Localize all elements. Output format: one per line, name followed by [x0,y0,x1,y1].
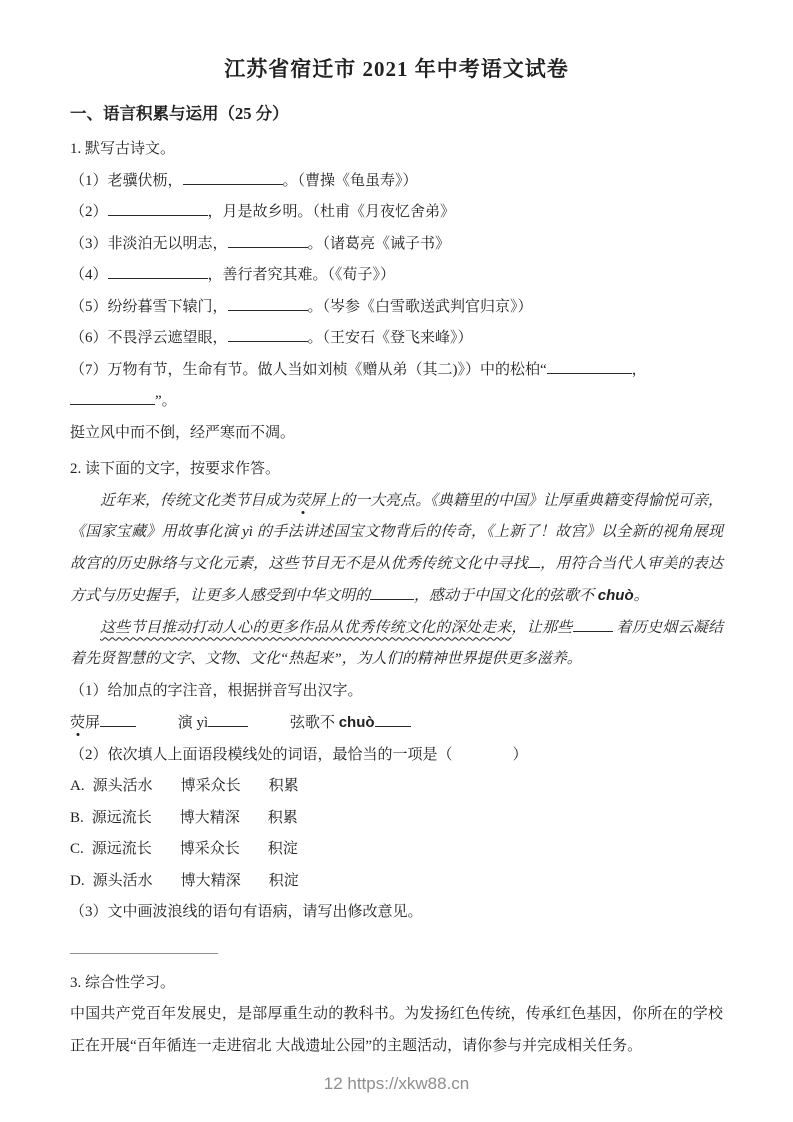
q2-sub2-stem: （2）依次填人上面语段模线处的词语，最恰当的一项是（ ） [70,746,528,763]
pinyin-g2: 演 yì [177,715,209,731]
q1-item-4-pre: （4） [70,267,108,283]
option-word-3: 积淀 [267,841,298,857]
p2-s1: ，让那些 [511,619,573,636]
q1-item-2-pre: （2） [70,204,108,220]
option-label: D. [70,872,85,889]
q1-item-1-pre: （1）老骥伏枥， [70,172,183,189]
option-word-2: 博大精深 [180,872,241,889]
q1-item-3-pre: （3）非淡泊无以明志， [70,235,228,252]
pinyin-group-chuo [290,715,411,731]
wavy-underlined-sentence: 这些节目推动打动人心的更多作品从优秀传统文化的深处走来 [100,619,512,636]
p2-s2: 着历史烟云凝结着先贤智慧的文字、文物、文化“热起来”，为人们的精神世界提供更多滋养。 [70,619,723,667]
inline-blank [573,617,613,632]
pinyin-g3-pre: 弦歌不 [289,715,339,731]
q1-item-6-post: 。（王安石《登飞来峰》） [307,330,473,346]
q1-item-5 [70,292,723,324]
option-word-1: 源远流长 [91,809,152,826]
answer-blank [208,712,248,727]
q1-item-7-mid: ， [631,361,647,378]
option-label: B. [70,809,84,826]
q3-paragraph: 中国共产党百年发展史，是部厚重生动的教科书。为发扬红色传统，传承红色基因，你所在的学校正在开展“百年循连一走进宿北 大战遗址公园”的主题活动，请你参与并完成相关任务。 [70,1006,723,1054]
q1-item-4-post: ，善行者究其难。（《荀子》） [207,267,396,283]
q1-item-7-continuation: 挺立风中而不倒，经严寒而不凋。 [70,424,296,441]
q1-item-3 [70,229,723,261]
pinyin-group-yingping [70,715,136,731]
answer-blank [547,359,632,374]
emphasis-dot-char: 荧 [295,492,311,509]
p1-s4: ，感动于中国文化的弦歌不 [414,588,598,604]
q1-item-6 [70,323,723,355]
option-row-d [70,866,723,898]
emphasis-dot-char: 荧 [70,715,86,731]
q1-item-7-post: ”。 [155,393,177,409]
option-label: A. [70,778,85,794]
option-row-a [70,771,723,803]
answer-blank [70,390,155,405]
option-word-2: 博大精深 [179,809,240,826]
q2-passage-paragraph-1 [70,486,723,613]
option-word-1: 源头活水 [92,778,153,794]
option-row-b [70,803,723,835]
option-word-3: 积累 [267,809,298,826]
option-word-3: 积累 [268,778,299,794]
q2-sub1-stem: （1）给加点的字注音，根据拼音写出汉字。 [70,682,363,699]
p1-s1: 近年来，传统文化类节目成为 [100,492,296,509]
option-word-3: 积淀 [268,872,299,889]
answer-blank [228,327,308,342]
q1-item-4 [70,260,723,292]
option-word-2: 博采众长 [180,778,241,794]
q3-stem: 3. 综合性学习。 [70,974,176,991]
page-title: 江苏省宿迁市 2021 年中考语文试卷 [224,57,569,81]
q1-item-5-post: 。（岑参《白雪歌送武判官归京》） [307,298,533,315]
answer-blank [108,264,208,279]
option-word-1: 源远流长 [91,841,152,857]
q1-item-1-post: 。（曹操《龟虽寿》） [282,172,418,189]
pinyin-g1-rest: 屏 [85,715,101,731]
option-word-1: 源头活水 [92,872,153,889]
inline-blank [528,553,540,568]
q1-item-7 [70,355,723,418]
p1-s3: ，用符合当代人审美的表达方式与历史握手，让更多人感受到中华文明的 [70,555,723,604]
option-word-2: 博采众长 [179,841,240,857]
option-label: C. [70,841,84,857]
answer-blank [375,712,411,727]
q1-stem: 1. 默写古诗文。 [70,141,176,157]
q1-item-1 [70,166,723,198]
p1-s5: 。 [633,588,649,604]
q1-item-2-post: ，月是故乡明。（杜甫《月夜忆舍弟》 [207,204,456,220]
q1-item-5-pre: （5）纷纷暮雪下辕门， [70,298,228,315]
answer-blank [108,201,208,216]
pinyin-bold-chuo: chuò [338,714,375,731]
answer-blank [183,170,283,185]
p1-s2: 屏上的一大亮点。《典籍里的中国》让厚重典籍变得愉悦可亲，《国家宝藏》用故事化演 yì 的手法讲述国宝文物背后的传奇，《上新了！故宫》以全新的视角展现故宫的历史脉络与文化元素，这些节目无不是从优秀传统文化中寻找 [70,492,723,572]
pinyin-group-yanyi [178,715,248,731]
answer-rule-line [70,953,218,954]
answer-blank [228,233,308,248]
answer-blank [100,712,136,727]
option-row-c [70,834,723,866]
q1-item-3-post: 。（诸葛亮《诫子书》 [307,235,451,252]
pinyin-bold-chuo: chuò [597,587,634,604]
q1-item-2 [70,197,723,229]
q2-sub3-stem: （3）文中画波浪线的语句有语病，请写出修改意见。 [70,904,423,920]
q1-item-6-pre: （6）不畏浮云遮望眼， [70,330,228,346]
q2-stem: 2. 读下面的文字，按要求作答。 [70,461,281,477]
q2-pinyin-line [70,707,723,740]
inline-blank [370,585,414,600]
q1-item-7-pre: （7）万物有节，生命有节。做人当如刘桢《赠从弟（其二)》）中的松柏“ [70,361,547,378]
q2-passage-paragraph-2 [70,613,723,676]
section-heading: 一、语言积累与运用（25 分） [70,104,289,123]
page-footer-url: 12 https://xkw88.cn [323,1074,470,1093]
answer-blank [228,296,308,311]
